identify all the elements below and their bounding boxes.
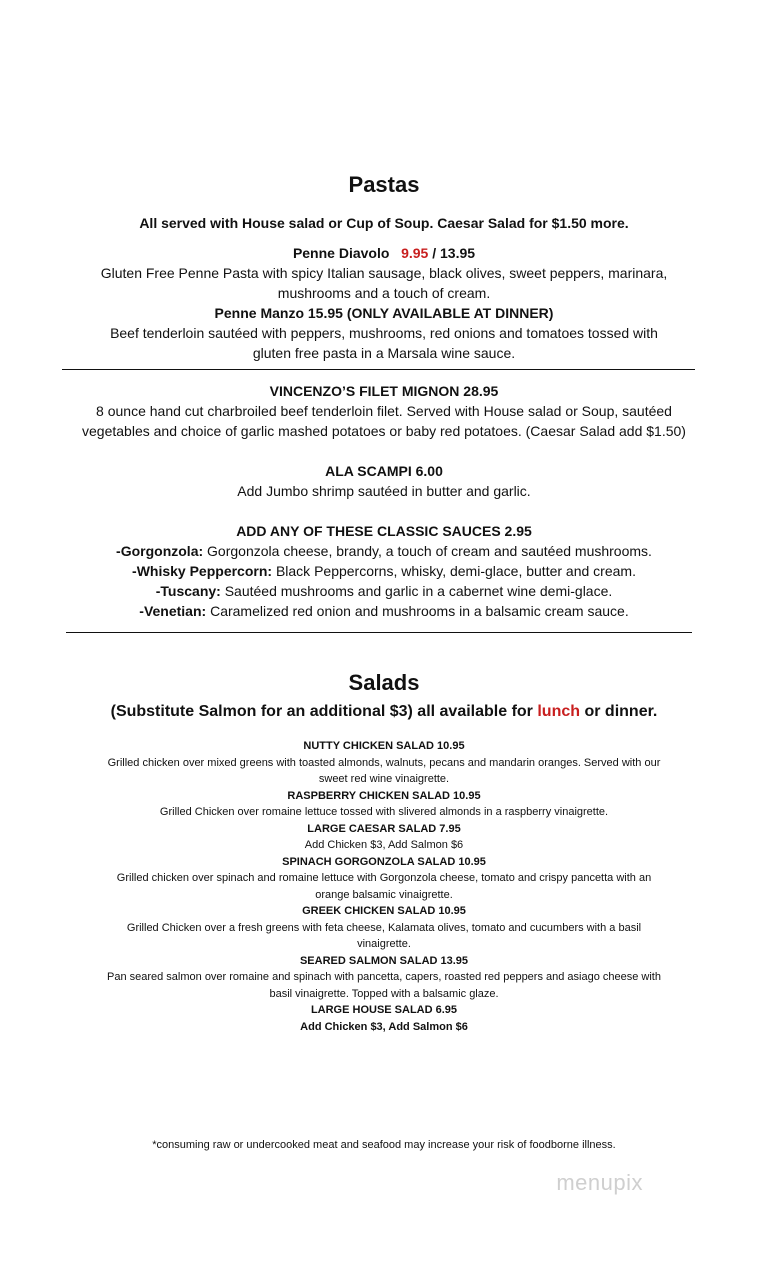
penne-manzo-heading: Penne Manzo 15.95 (ONLY AVAILABLE AT DINNER)	[214, 305, 554, 321]
watermark-logo: menupix	[556, 1170, 643, 1195]
entrees-section	[40, 381, 728, 621]
sauce-desc: Sautéed mushrooms and garlic in a cabernet wine demi-glace.	[220, 583, 613, 599]
penne-manzo-desc-1: Beef tenderloin sautéed with peppers, mushrooms, red onions and tomatoes tossed with	[110, 325, 658, 341]
salad-heading: LARGE HOUSE SALAD 6.95	[310, 1004, 458, 1016]
sauce-gorgonzola	[40, 541, 728, 561]
sauce-desc: Gorgonzola cheese, brandy, a touch of cream and sautéed mushrooms.	[203, 543, 652, 559]
salads-subtitle	[40, 703, 728, 721]
penne-manzo-desc-2: gluten free pasta in a Marsala wine sauce.	[252, 345, 516, 361]
salad-desc: Grilled Chicken over romaine lettuce tossed with slivered almonds in a raspberry vinaigrette.	[159, 806, 609, 818]
penne-diavolo-name: Penne Diavolo	[292, 245, 390, 261]
penne-diavolo-lunch-price: 9.95	[401, 245, 429, 261]
penne-diavolo-dinner-price: / 13.95	[432, 245, 476, 261]
sauce-name: -Gorgonzola:	[116, 543, 204, 559]
sauce-whisky-peppercorn	[40, 561, 728, 581]
scampi-heading: ALA SCAMPI 6.00	[325, 463, 443, 479]
salad-desc: Grilled Chicken over a fresh greens with feta cheese, Kalamata olives, tomato and cucumbers with a basil	[126, 921, 642, 934]
salad-heading: GREEK CHICKEN SALAD 10.95	[302, 905, 466, 917]
pastas-subtitle: All served with House salad or Cup of Soup. Caesar Salad for $1.50 more.	[139, 215, 629, 231]
salad-heading: SEARED SALMON SALAD 13.95	[299, 954, 469, 967]
salads-subtitle-post: or dinner.	[580, 703, 658, 720]
sauce-venetian	[40, 601, 728, 621]
salad-desc: Add Chicken $3, Add Salmon $6	[304, 839, 464, 851]
divider-1	[62, 369, 695, 370]
sauce-tuscany	[40, 581, 728, 601]
salad-heading: NUTTY CHICKEN SALAD 10.95	[303, 740, 465, 752]
penne-diavolo-desc-1: Gluten Free Penne Pasta with spicy Italian sausage, black olives, sweet peppers, marinara,	[100, 265, 668, 281]
salad-desc: Grilled chicken over spinach and romaine lettuce with Gorgonzola cheese, tomato and crispy pancetta with an	[116, 872, 652, 884]
pastas-section	[40, 213, 728, 363]
scampi-desc: Add Jumbo shrimp sautéed in butter and garlic.	[237, 483, 531, 499]
salad-heading: RASPBERRY CHICKEN SALAD 10.95	[287, 789, 481, 802]
penne-diavolo-heading	[40, 243, 728, 263]
salad-desc: vinaigrette.	[357, 938, 411, 950]
filet-desc-2: vegetables and choice of garlic mashed potatoes or baby red potatoes. (Caesar Salad add $1.50)	[82, 423, 686, 439]
salad-heading: SPINACH GORGONZOLA SALAD 10.95	[282, 855, 486, 868]
footnote: *consuming raw or undercooked meat and seafood may increase your risk of foodborne illness.	[152, 1139, 616, 1151]
divider-2	[66, 632, 692, 633]
salads-subtitle-lunch: lunch	[537, 703, 581, 720]
sauce-desc: Black Peppercorns, whisky, demi-glace, butter and cream.	[272, 563, 636, 579]
salads-list	[84, 738, 684, 1035]
salad-desc: orange balsamic vinaigrette.	[315, 888, 453, 901]
penne-diavolo-desc-2: mushrooms and a touch of cream.	[277, 285, 491, 301]
salad-heading: LARGE CAESAR SALAD 7.95	[307, 822, 461, 835]
sauces-heading: ADD ANY OF THESE CLASSIC SAUCES 2.95	[236, 523, 532, 539]
salad-desc: basil vinaigrette. Topped with a balsamic glaze.	[269, 987, 499, 1000]
sauce-name: -Whisky Peppercorn:	[132, 563, 273, 579]
pastas-title: Pastas	[348, 172, 420, 197]
sauce-name: -Tuscany:	[155, 583, 221, 599]
salad-desc: Grilled chicken over mixed greens with toasted almonds, walnuts, pecans and mandarin oranges. Served with our	[107, 756, 661, 769]
salad-desc: sweet red wine vinaigrette.	[318, 773, 450, 785]
filet-heading: VINCENZO’S FILET MIGNON 28.95	[269, 383, 499, 399]
salad-desc: Pan seared salmon over romaine and spinach with pancetta, capers, roasted red peppers and asiago cheese with	[106, 971, 661, 983]
sauce-name: -Venetian:	[139, 603, 207, 619]
salad-desc: Add Chicken $3, Add Salmon $6	[300, 1020, 468, 1033]
sauce-desc: Caramelized red onion and mushrooms in a balsamic cream sauce.	[206, 603, 629, 619]
filet-desc-1: 8 ounce hand cut charbroiled beef tenderloin filet. Served with House salad or Soup, sautéed	[96, 403, 672, 419]
salads-title: Salads	[348, 670, 420, 695]
salads-subtitle-pre: (Substitute Salmon for an additional $3) all available for	[110, 703, 538, 720]
